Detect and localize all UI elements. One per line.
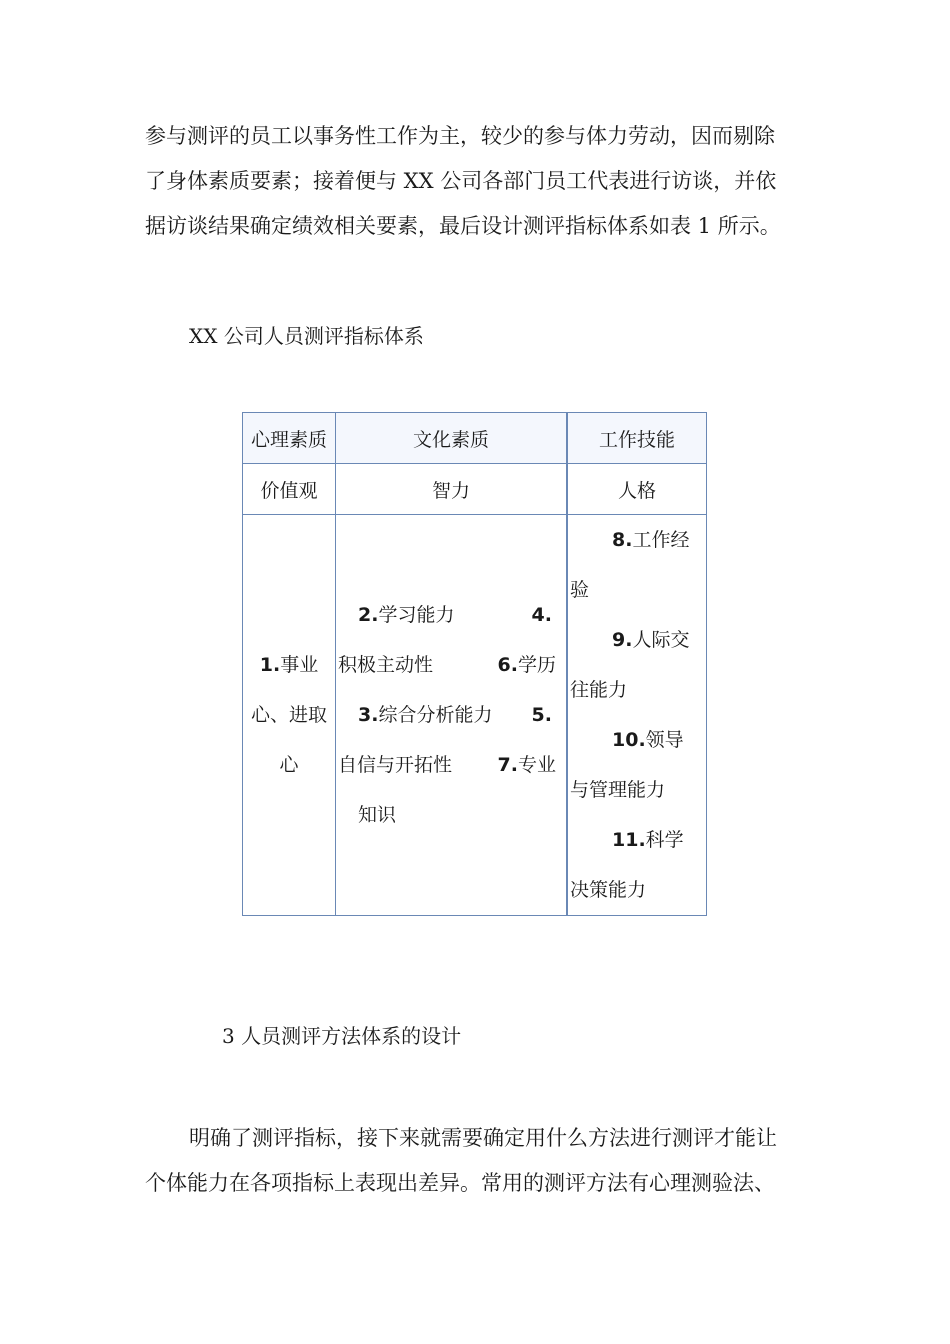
header-cultural: 文化素质 [336, 413, 568, 464]
item-text: 事业 [280, 654, 319, 676]
cell-line: 决策能力 [570, 879, 647, 901]
cell-line: 验 [570, 579, 590, 601]
item-number: 11. [612, 829, 646, 851]
item-number: 5. [531, 704, 552, 726]
paragraph-line: 明确了测评指标，接下来就需要确定用什么方法进行测评才能让 [189, 1126, 777, 1150]
cell-line: 心、进取 [250, 704, 327, 726]
item-number: 3. [358, 704, 379, 726]
cell-line: 往能力 [570, 679, 628, 701]
item-number: 10. [612, 729, 646, 751]
item-number: 4. [531, 604, 552, 626]
table-body-row [243, 515, 707, 916]
cell-line [243, 640, 335, 690]
header-work-skill: 工作技能 [567, 413, 707, 464]
intelligence-items-cell [336, 515, 568, 916]
table-header-row [243, 413, 707, 464]
values-items-cell [243, 515, 336, 916]
item-number: 9. [612, 629, 633, 651]
item-text: 积极主动性 [338, 654, 434, 676]
cell-line [336, 590, 566, 640]
paragraph-line: 参与测评的员工以事务性工作为主，较少的参与体力劳动，因而剔除 [145, 124, 775, 148]
item-text: 领导 [645, 729, 684, 751]
cell-line: 心 [279, 754, 299, 776]
item-number: 1. [259, 654, 281, 676]
item-text: 学历 [517, 654, 556, 676]
cell-line: 与管理能力 [570, 779, 666, 801]
cell-line [336, 690, 566, 740]
cell-line: 知识 [358, 804, 397, 826]
item-text: 专业 [517, 754, 556, 776]
item-text: 人际交 [632, 629, 690, 651]
metrics-table [242, 412, 707, 916]
paragraph-line: 了身体素质要素；接着便与 XX 公司各部门员工代表进行访谈，并依 [145, 169, 777, 193]
cell-line [568, 715, 706, 765]
item-text: 科学 [645, 829, 684, 851]
item-text: 工作经 [632, 529, 690, 551]
item-text: 自信与开拓性 [338, 754, 453, 776]
table-title: XX 公司人员测评指标体系 [189, 324, 424, 348]
table-subheader-row [243, 464, 707, 515]
intro-paragraph [145, 114, 810, 249]
item-number: 6. [497, 654, 518, 676]
paragraph-line: 个体能力在各项指标上表现出差异。常用的测评方法有心理测验法、 [145, 1171, 775, 1195]
closing-paragraph [145, 1116, 810, 1206]
cell-line [568, 815, 706, 865]
subheader-personality: 人格 [567, 464, 707, 515]
item-number: 2. [358, 604, 379, 626]
subheader-intelligence: 智力 [336, 464, 568, 515]
personality-items-cell [567, 515, 707, 916]
cell-line [568, 515, 706, 565]
subheader-values: 价值观 [243, 464, 336, 515]
item-number: 8. [612, 529, 633, 551]
item-text: 综合分析能力 [378, 704, 493, 726]
cell-line [568, 615, 706, 665]
item-number: 7. [497, 754, 518, 776]
header-psychological: 心理素质 [243, 413, 336, 464]
cell-line [336, 640, 566, 690]
cell-line [336, 740, 566, 790]
section-heading: 3 人员测评方法体系的设计 [222, 1024, 462, 1048]
paragraph-line: 据访谈结果确定绩效相关要素，最后设计测评指标体系如表 1 所示。 [145, 214, 781, 238]
item-text: 学习能力 [378, 604, 455, 626]
